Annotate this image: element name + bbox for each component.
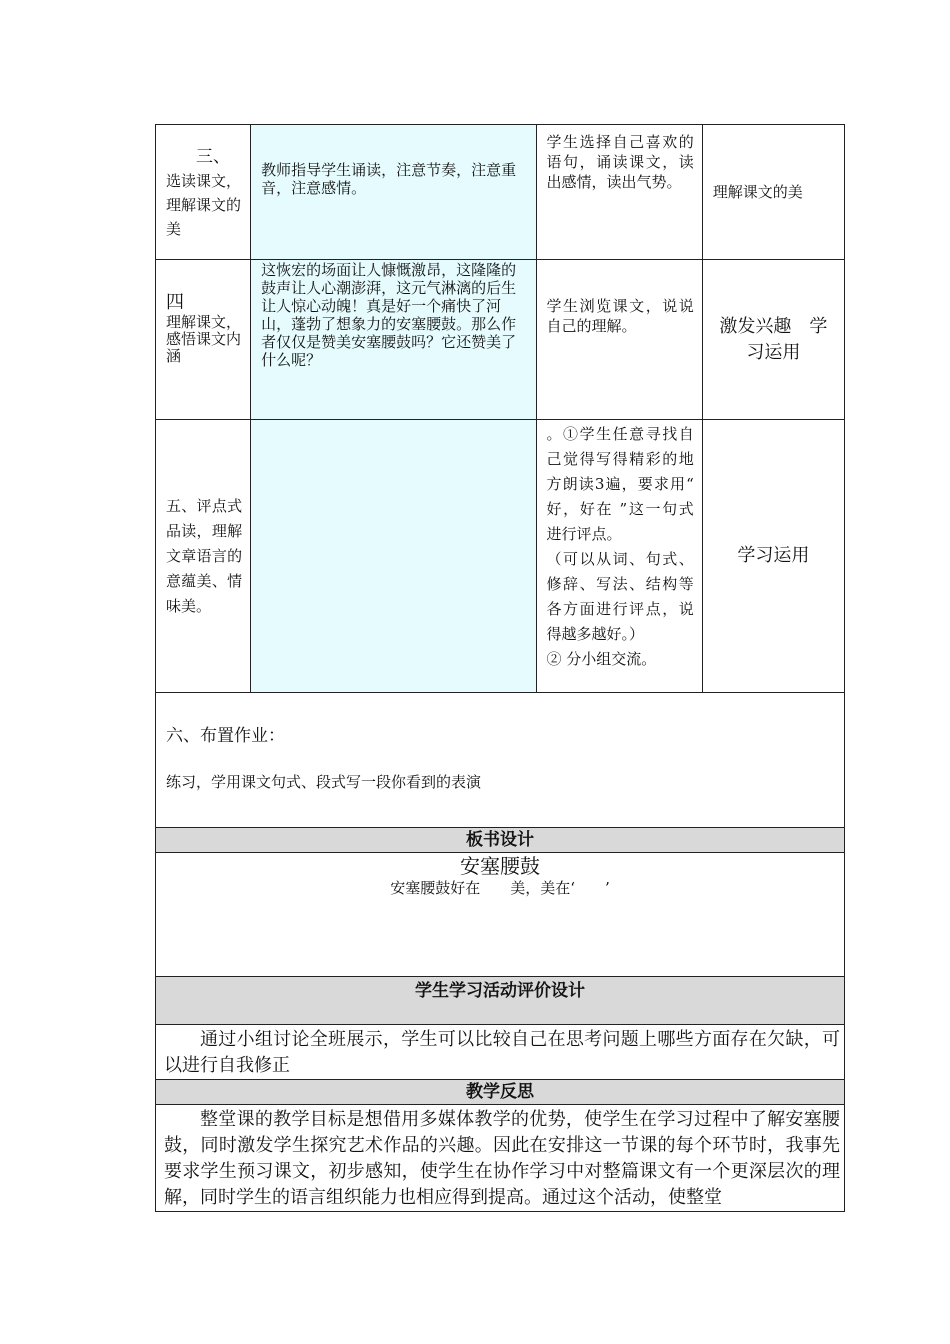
stage-number: 四 <box>166 292 184 313</box>
student-activity: 学生浏览课文，说说自己的理解。 <box>546 297 694 335</box>
board-title: 安塞腰鼓 <box>460 854 540 878</box>
evaluation-header: 学生学习活动评价设计 <box>156 977 845 1025</box>
stage-cell <box>156 125 251 260</box>
student-activity-cell <box>536 420 702 693</box>
teacher-activity-cell <box>251 125 536 260</box>
design-intent: 理解课文的美 <box>712 183 803 201</box>
design-intent-cell <box>702 420 844 693</box>
table-row <box>156 1105 845 1212</box>
teacher-activity-cell <box>251 420 536 693</box>
teacher-activity: 教师指导学生诵读，注意节奏，注意重音，注意感情。 <box>261 161 517 197</box>
student-activity: 学生选择自己喜欢的语句，诵读课文，读出感情，读出气势。 <box>546 133 694 191</box>
student-activity-cell <box>536 125 702 260</box>
table-row <box>156 977 845 1025</box>
board-line: 安塞腰鼓好在 美，美在‘ ’ <box>390 879 610 897</box>
design-intent-cell <box>702 125 844 260</box>
lesson-plan-page <box>155 124 845 1212</box>
lesson-plan-table <box>155 124 845 1212</box>
reflection-text: 整堂课的教学目标是想借用多媒体教学的优势，使学生在学习过程中了解安塞腰鼓，同时激发学生探究艺术作品的兴趣。因此在安排这一节课的每个环节时，我事先要求学生预习课文，初步感知，使学生在协作学习中对整篇课文有一个更深层次的理解，同时学生的语言组织能力也相应得到提高。通过这个活动，使整堂 <box>156 1105 845 1212</box>
table-row <box>156 828 845 853</box>
teacher-activity: 这恢宏的场面让人慷慨激昂，这隆隆的鼓声让人心潮澎湃，这元气淋漓的后生让人惊心动魄！真是好一个痛快了河山，蓬勃了想象力的安塞腰鼓。那么作者仅仅是赞美安塞腰鼓吗？它还赞美了什么呢？ <box>261 261 517 369</box>
student-activity-line: （可以从词、句式、修辞、写法、结构等各方面进行评点，说得越多越好。） <box>546 550 694 643</box>
stage-cell <box>156 260 251 420</box>
table-row <box>156 125 845 260</box>
homework-cell <box>156 693 845 828</box>
table-row <box>156 853 845 977</box>
stage-text: 选读课文，理解课文的美 <box>166 172 242 238</box>
stage-text: 五、评点式品读，理解文章语言的意蕴美、情味美。 <box>166 496 243 615</box>
teacher-activity-cell <box>251 260 536 420</box>
homework-text: 练习，学用课文句式、段式写一段你看到的表演 <box>166 773 482 791</box>
table-row <box>156 1080 845 1105</box>
design-intent-cell <box>702 260 844 420</box>
board-design-header: 板书设计 <box>156 828 845 853</box>
design-intent: 学习运用 <box>737 545 810 566</box>
student-activity-line: 。①学生任意寻找自己觉得写得精彩的地方朗读3遍，要求用“ 好，好在 ”这一句式进行评点。 <box>546 425 694 543</box>
student-activity-cell <box>536 260 702 420</box>
table-row <box>156 420 845 693</box>
table-row <box>156 1025 845 1080</box>
reflection-header: 教学反思 <box>156 1080 845 1105</box>
homework-title: 六、布置作业： <box>166 726 285 746</box>
stage-text: 理解课文，感悟课文内涵 <box>166 313 242 365</box>
stage-cell <box>156 420 251 693</box>
stage-number: 三、 <box>196 147 230 167</box>
student-activity-line: ② 分小组交流。 <box>546 650 657 668</box>
table-row <box>156 260 845 420</box>
board-design-cell <box>156 853 845 977</box>
evaluation-text: 通过小组讨论全班展示，学生可以比较自己在思考问题上哪些方面存在欠缺，可以进行自我修正 <box>156 1025 845 1080</box>
design-intent: 激发兴趣 学习运用 <box>719 315 828 363</box>
table-row <box>156 693 845 828</box>
